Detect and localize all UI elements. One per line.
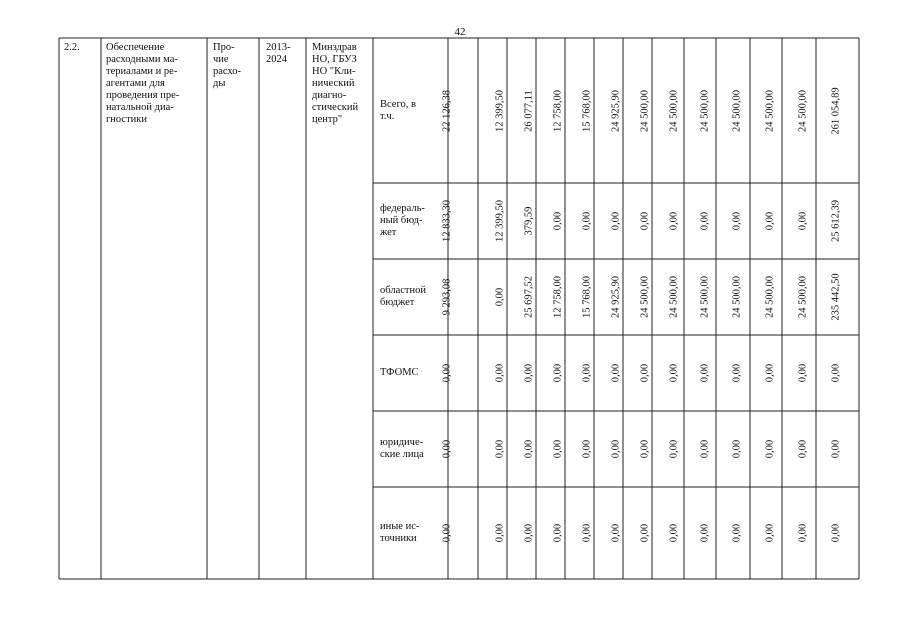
expense-type: Про- чие расхо- ды: [213, 42, 242, 89]
table-cell-value: 0,00: [731, 523, 742, 543]
executor: Минздрав НО, ГБУЗ НО "Кли- нический диагно- стический центр": [312, 42, 359, 125]
table-cell-value: 0,00: [552, 363, 564, 383]
table-cell-value: 0,00: [731, 363, 742, 383]
table-cell-value: 0,00: [581, 439, 593, 459]
table-cell-value: 0,00: [764, 363, 775, 383]
table-cell-value: 24 500,00: [639, 89, 651, 132]
table-cell-value: 0,00: [699, 523, 710, 543]
table-cell-value: 0,00: [494, 523, 505, 543]
table-cell-value: 0,00: [639, 363, 651, 383]
table-cell-value: 0,00: [668, 363, 680, 383]
table-cell-value: 12 758,00: [552, 276, 564, 318]
table-cell-value: 9 293,08: [441, 278, 453, 316]
table-cell-value: 12 399,50: [494, 200, 505, 242]
source-label: федераль- ный бюд- жет: [380, 203, 425, 238]
table-cell-value: 0,00: [764, 523, 775, 543]
table-cell-value: 24 500,00: [668, 89, 680, 132]
table-cell-value: 0,00: [699, 439, 710, 459]
table-cell-value: 0,00: [581, 363, 593, 383]
table-cell-value: 0,00: [830, 523, 841, 543]
table-cell-value: 25 612,39: [830, 200, 841, 242]
table-cell-value: 0,00: [639, 211, 651, 231]
table-cell-value: 0,00: [494, 287, 505, 307]
table-cell-value: 0,00: [830, 363, 841, 383]
source-label: юридиче- ские лица: [380, 437, 424, 460]
period: 2013- 2024: [266, 42, 291, 65]
source-label: областной бюджет: [380, 285, 426, 308]
table-cell-value: 0,00: [441, 439, 453, 459]
table-cell-value: 0,00: [581, 211, 593, 231]
table-cell-value: 0,00: [797, 211, 808, 231]
table-cell-value: 0,00: [523, 363, 535, 383]
table-cell-value: 24 500,00: [764, 89, 775, 132]
table-cell-value: 0,00: [797, 523, 808, 543]
table-cell-value: 0,00: [523, 439, 535, 459]
table-cell-value: 0,00: [699, 211, 710, 231]
source-label: Всего, в т.ч.: [380, 98, 416, 122]
table-cell-value: 12 399,50: [494, 89, 505, 132]
source-label: иные ис- точники: [380, 521, 420, 544]
table-cell-value: 379,59: [523, 206, 535, 236]
table-cell-value: 0,00: [731, 439, 742, 459]
table-cell-value: 24 500,00: [668, 276, 680, 318]
table-cell-value: 0,00: [797, 363, 808, 383]
table-cell-value: 0,00: [797, 439, 808, 459]
table-cell-value: 0,00: [581, 523, 593, 543]
table-cell-value: 25 697,52: [523, 276, 535, 318]
table-cell-value: 24 925,90: [610, 89, 622, 132]
table-cell-value: 261 054,89: [830, 86, 841, 135]
table-cell-value: 24 500,00: [797, 276, 808, 318]
table-cell-value: 24 500,00: [731, 276, 742, 318]
table-cell-value: 0,00: [668, 439, 680, 459]
table-cell-value: 15 768,00: [581, 89, 593, 132]
table-cell-value: 12 833,30: [441, 200, 453, 242]
table-cell-value: 0,00: [610, 439, 622, 459]
table-cell-value: 0,00: [639, 523, 651, 543]
table-cell-value: 24 500,00: [797, 89, 808, 132]
table-cell-value: 0,00: [668, 523, 680, 543]
table-cell-value: 0,00: [552, 439, 564, 459]
table-cell-value: 0,00: [639, 439, 651, 459]
row-number: 2.2.: [64, 42, 80, 53]
table-cell-value: 24 500,00: [764, 276, 775, 318]
table-cell-value: 0,00: [441, 363, 453, 383]
source-label: ТФОМС: [380, 367, 419, 378]
table-cell-value: 0,00: [764, 211, 775, 231]
table-cell-value: 24 925,90: [610, 276, 622, 318]
table-cell-value: 0,00: [494, 363, 505, 383]
page-number: 42: [454, 26, 466, 38]
measure-name: Обеспечение расходными ма- териалами и ре- агентами для проведения пре- натальной диа- гностики: [106, 42, 180, 125]
table-cell-value: 24 500,00: [699, 276, 710, 318]
table-cell-value: 0,00: [699, 363, 710, 383]
table-cell-value: 0,00: [552, 523, 564, 543]
table-cell-value: 0,00: [731, 211, 742, 231]
table-cell-value: 22 126,38: [441, 89, 453, 132]
table-cell-value: 235 442,50: [830, 273, 841, 321]
table-cell-value: 0,00: [552, 211, 564, 231]
table-cell-value: 0,00: [610, 211, 622, 231]
table-cell-value: 24 500,00: [639, 276, 651, 318]
table-cell-value: 0,00: [523, 523, 535, 543]
table-cell-value: 24 500,00: [699, 89, 710, 132]
table-cell-value: 0,00: [610, 363, 622, 383]
table-cell-value: 12 758,00: [552, 89, 564, 132]
table-cell-value: 0,00: [830, 439, 841, 459]
table-cell-value: 0,00: [441, 523, 453, 543]
table-cell-value: 0,00: [764, 439, 775, 459]
table-cell-value: 24 500,00: [731, 89, 742, 132]
table-cell-value: 15 768,00: [581, 276, 593, 318]
table-cell-value: 0,00: [494, 439, 505, 459]
table-cell-value: 26 077,11: [523, 89, 535, 132]
table-cell-value: 0,00: [668, 211, 680, 231]
table-cell-value: 0,00: [610, 523, 622, 543]
